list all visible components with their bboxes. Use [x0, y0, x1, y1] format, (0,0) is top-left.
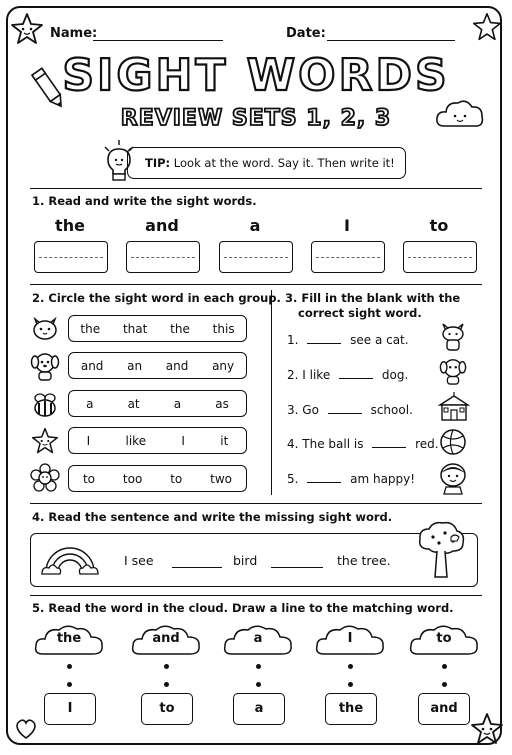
cloud-word: the: [56, 631, 82, 646]
fill-blank-item: [287, 333, 409, 347]
word-group: [68, 427, 247, 454]
match-dot[interactable]: [442, 664, 447, 669]
section2-title: 2. Circle the sight word in each group.: [32, 291, 281, 305]
word-option[interactable]: too: [122, 471, 143, 486]
word-option[interactable]: at: [127, 396, 140, 411]
item-text: school.: [370, 403, 413, 417]
item-text: Go: [302, 403, 319, 417]
tip-box: [127, 147, 406, 179]
word-option[interactable]: to: [170, 471, 183, 486]
word-group: [68, 352, 247, 379]
write-box[interactable]: [34, 241, 108, 273]
blank-field[interactable]: [328, 413, 362, 414]
bee-icon: [30, 391, 60, 419]
sight-word: and: [145, 216, 179, 235]
write-box[interactable]: [311, 241, 385, 273]
school-icon: [438, 392, 470, 422]
divider: [30, 503, 482, 504]
item-number: 2.: [287, 368, 299, 382]
word-option[interactable]: this: [212, 321, 235, 336]
date-field[interactable]: [327, 40, 455, 41]
word-option[interactable]: like: [125, 433, 147, 448]
ball-icon: [439, 428, 467, 456]
item-text: am happy!: [350, 472, 416, 486]
word-option[interactable]: as: [215, 396, 229, 411]
word-option[interactable]: I: [181, 433, 185, 448]
word-option[interactable]: it: [220, 433, 229, 448]
cat-icon: [439, 320, 467, 352]
tip-label: TIP:: [145, 156, 171, 170]
match-dot[interactable]: [164, 682, 169, 687]
match-dot[interactable]: [348, 664, 353, 669]
name-label: Name:: [50, 26, 98, 41]
dog-icon: [439, 355, 467, 387]
item-number: 3.: [287, 403, 299, 417]
blank-field[interactable]: [307, 343, 341, 344]
word-option[interactable]: two: [210, 471, 233, 486]
column-divider: [271, 290, 272, 495]
word-option[interactable]: to: [82, 471, 95, 486]
cloud-word: a: [253, 631, 263, 646]
divider: [30, 284, 482, 285]
cloud-word: and: [152, 631, 180, 646]
match-word-box[interactable]: and: [418, 693, 470, 725]
item-text: dog.: [381, 368, 409, 382]
cloud-word: I: [347, 631, 353, 646]
sentence-text: bird: [233, 553, 258, 568]
word-option[interactable]: the: [80, 321, 101, 336]
match-dot[interactable]: [256, 664, 261, 669]
item-number: 5.: [287, 472, 299, 486]
section3-title-cont: correct sight word.: [298, 306, 422, 320]
item-text: The ball is: [302, 437, 364, 451]
divider: [30, 595, 482, 596]
sight-word: a: [249, 216, 261, 235]
cat-icon: [30, 313, 60, 341]
blank-field[interactable]: [271, 567, 323, 568]
word-option[interactable]: an: [127, 358, 143, 373]
write-box[interactable]: [219, 241, 293, 273]
match-dot[interactable]: [256, 682, 261, 687]
section4-title: 4. Read the sentence and write the missing sight word.: [32, 510, 393, 524]
match-dot[interactable]: [67, 682, 72, 687]
section5-title: 5. Read the word in the cloud. Draw a line to the matching word.: [32, 601, 454, 615]
word-option[interactable]: that: [122, 321, 148, 336]
star-icon: [30, 427, 60, 455]
match-dot[interactable]: [164, 664, 169, 669]
tree-icon: [415, 519, 467, 581]
fill-blank-item: [287, 472, 415, 486]
heart-icon: [14, 718, 38, 740]
blank-field[interactable]: [172, 567, 222, 568]
blank-field[interactable]: [307, 482, 341, 483]
star-icon: [472, 12, 502, 42]
match-word-box[interactable]: I: [44, 693, 96, 725]
word-option[interactable]: and: [165, 358, 189, 373]
page-title: SIGHT WORDS: [62, 50, 450, 101]
match-word-box[interactable]: a: [233, 693, 285, 725]
word-option[interactable]: and: [80, 358, 104, 373]
word-group: [68, 390, 247, 417]
star-icon: [10, 12, 44, 46]
sentence-text: the tree.: [337, 553, 391, 568]
fill-blank-item: [287, 368, 408, 382]
word-option[interactable]: the: [170, 321, 190, 336]
item-text: red.: [415, 437, 439, 451]
blank-field[interactable]: [372, 447, 406, 448]
date-label: Date:: [286, 26, 326, 41]
item-text: see a cat.: [350, 333, 409, 347]
word-option[interactable]: a: [86, 396, 94, 411]
star-icon: [470, 712, 504, 746]
sight-word: I: [344, 216, 350, 235]
match-dot[interactable]: [348, 682, 353, 687]
word-group: [68, 315, 247, 342]
sight-word: the: [55, 216, 85, 235]
sentence-text: I see: [124, 553, 154, 568]
match-dot[interactable]: [67, 664, 72, 669]
blank-field[interactable]: [339, 378, 373, 379]
tip-text: Look at the word. Say it. Then write it!: [170, 156, 395, 170]
page-subtitle: REVIEW SETS 1, 2, 3: [120, 106, 392, 131]
section3-title: 3. Fill in the blank with the: [285, 291, 461, 305]
match-dot[interactable]: [442, 682, 447, 687]
word-group: [68, 465, 247, 492]
match-word-box[interactable]: to: [141, 693, 193, 725]
name-field[interactable]: [93, 40, 223, 41]
flower-icon: [30, 463, 60, 493]
fill-blank-item: [287, 437, 439, 451]
word-option[interactable]: any: [212, 358, 235, 373]
section1-title: 1. Read and write the sight words.: [32, 194, 257, 208]
word-option[interactable]: I: [86, 433, 91, 448]
write-box[interactable]: [126, 241, 200, 273]
item-text: I like: [302, 368, 331, 382]
dog-icon: [30, 350, 60, 382]
word-option[interactable]: a: [173, 396, 182, 411]
item-number: 4.: [287, 437, 299, 451]
cloud-word: to: [436, 631, 452, 646]
divider: [30, 188, 482, 189]
sight-word: to: [429, 216, 449, 235]
fill-blank-item: [287, 403, 413, 417]
item-number: 1.: [287, 333, 299, 347]
girl-icon: [437, 461, 469, 495]
match-word-box[interactable]: the: [325, 693, 377, 725]
rainbow-icon: [40, 540, 100, 580]
write-box[interactable]: [403, 241, 477, 273]
